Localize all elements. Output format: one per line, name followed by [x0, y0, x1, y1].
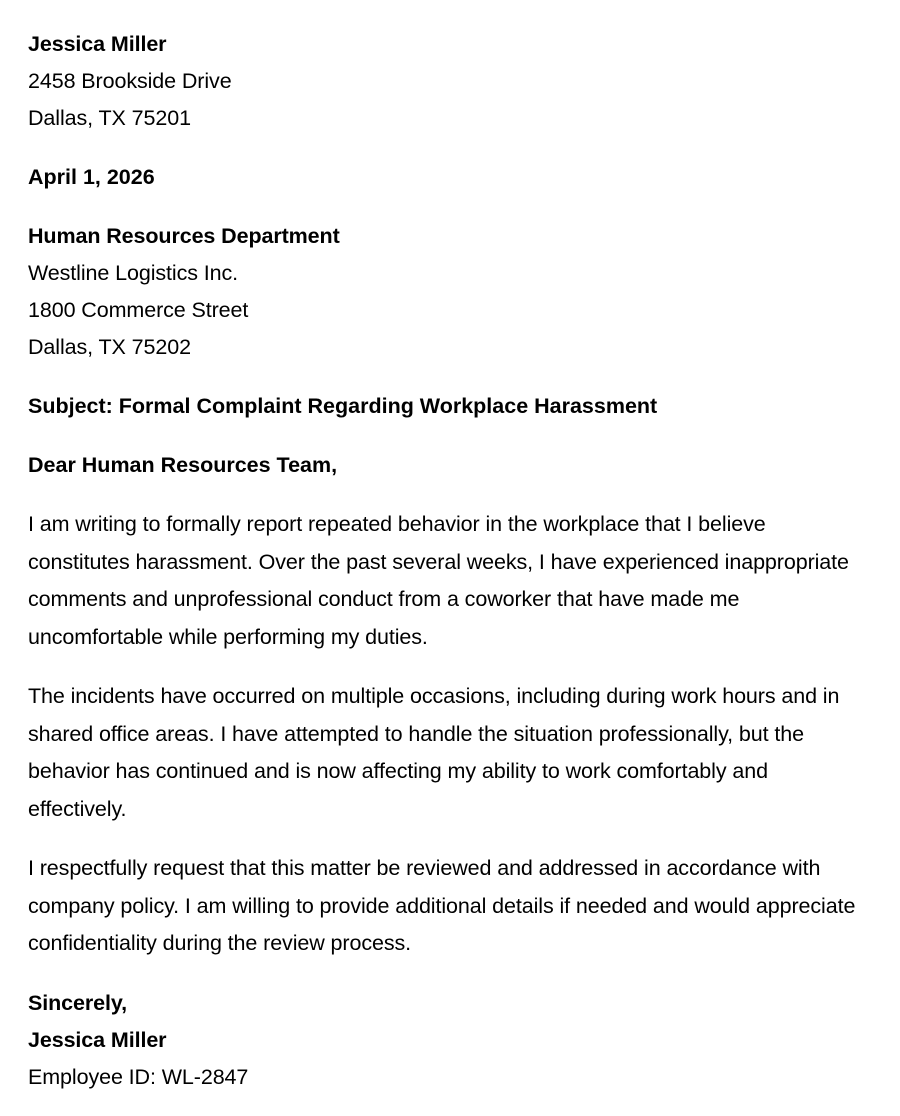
subject-line: Subject: Formal Complaint Regarding Workplace Harassment — [28, 394, 658, 418]
valediction: Sincerely, — [28, 990, 127, 1015]
recipient-street: 1800 Commerce Street — [28, 298, 249, 322]
employee-id: Employee ID: WL-2847 — [28, 1064, 249, 1089]
sender-name: Jessica Miller — [28, 32, 167, 56]
signature-name: Jessica Miller — [28, 1027, 167, 1052]
body-paragraph-2: The incidents have occurred on multiple occasions, including during work hours and in shared office areas. I have attempted to handle the situation professionally, but the behavior has continued and is now affecting my ability to work comfortably and effectively. — [28, 684, 840, 821]
body-paragraph-1: I am writing to formally report repeated behavior in the workplace that I believe constitutes harassment. Over the past several weeks, I have experienced inappropriate comments and unprofessional conduct from a coworker that have made me uncomfortable while performing my duties. — [28, 512, 849, 649]
sender-street: 2458 Brookside Drive — [28, 69, 232, 93]
sender-address-block — [28, 26, 866, 137]
salutation: Dear Human Resources Team, — [28, 453, 338, 477]
recipient-company: Westline Logistics Inc. — [28, 261, 239, 285]
closing-block — [28, 985, 866, 1096]
recipient-address-block — [28, 218, 866, 366]
body-paragraph-3: I respectfully request that this matter be reviewed and addressed in accordance with company policy. I am willing to provide additional details if needed and would appreciate confidentiality during the review process. — [28, 856, 856, 955]
recipient-city-state-zip: Dallas, TX 75202 — [28, 335, 191, 359]
recipient-department: Human Resources Department — [28, 224, 340, 248]
sender-city-state-zip: Dallas, TX 75201 — [28, 106, 191, 130]
letter-date: April 1, 2026 — [28, 165, 155, 189]
